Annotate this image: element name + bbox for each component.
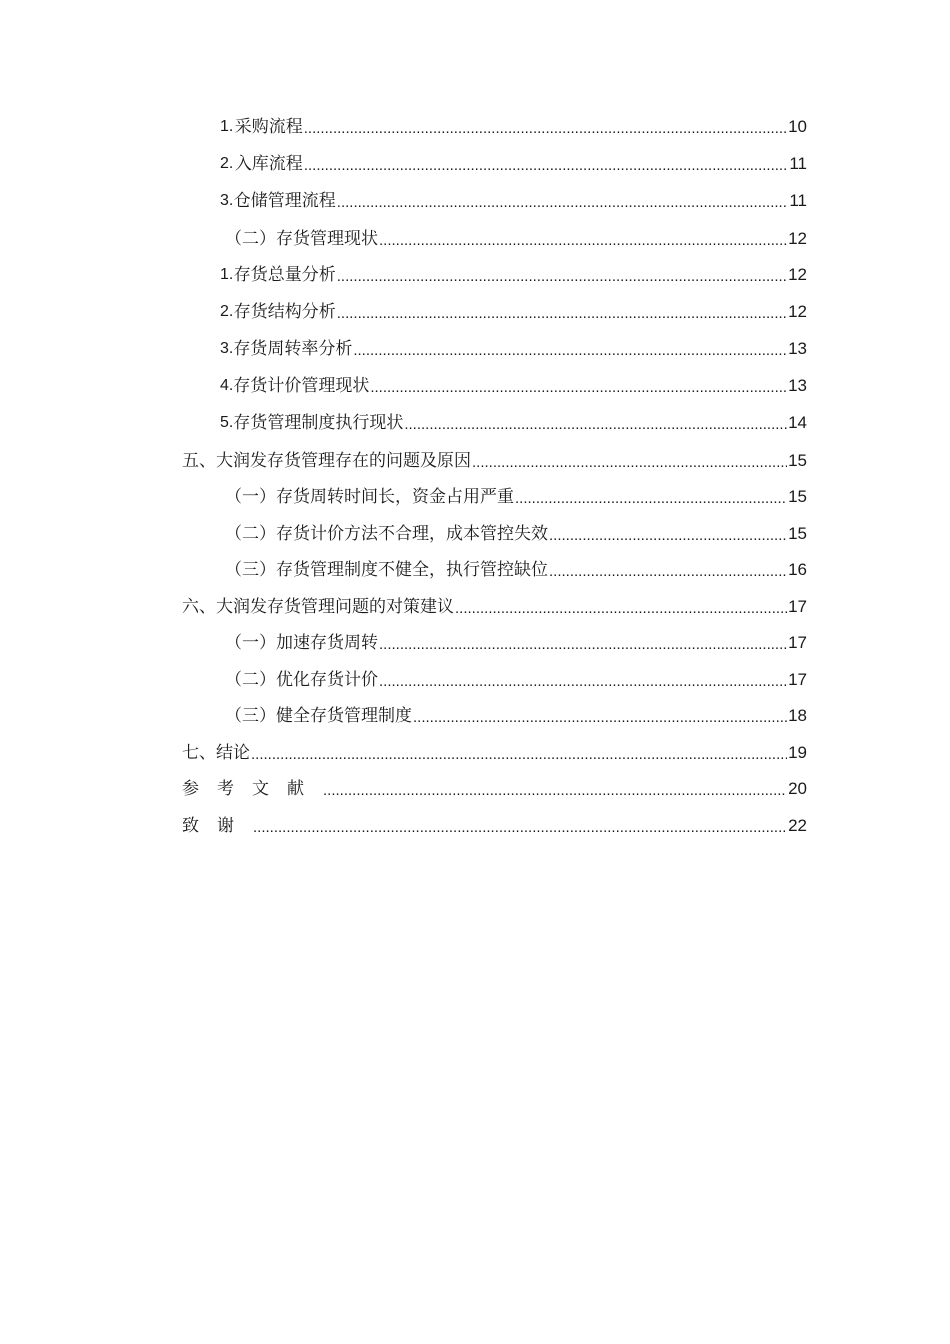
toc-entry[interactable]	[182, 448, 807, 474]
toc-entry-title: 健全存货管理制度	[276, 706, 412, 726]
toc-dot-leader	[379, 671, 787, 693]
toc-entry-number: 五、	[182, 451, 216, 471]
toc-entry[interactable]	[220, 373, 807, 399]
toc-entry[interactable]	[220, 299, 807, 325]
toc-entry[interactable]	[220, 114, 807, 140]
toc-dot-leader	[304, 118, 787, 140]
toc-entry[interactable]	[220, 336, 807, 362]
toc-entry[interactable]	[225, 667, 807, 693]
toc-entry[interactable]	[225, 630, 807, 656]
toc-dot-leader	[251, 744, 787, 766]
toc-entry-number: （二）	[225, 229, 276, 249]
toc-page-number: 15	[788, 451, 807, 470]
toc-page-number: 11	[789, 191, 807, 210]
toc-entry[interactable]	[220, 262, 807, 288]
toc-entry[interactable]	[220, 151, 807, 177]
toc-entry-title: 存货管理制度不健全，执行管控缺位	[276, 560, 548, 580]
toc-page-number: 10	[788, 117, 807, 136]
toc-dot-leader	[304, 155, 789, 177]
toc-entry-title: 存货管理制度执行现状	[233, 413, 404, 433]
toc-entry-number: （一）	[225, 487, 276, 507]
toc-entry[interactable]	[182, 776, 807, 802]
toc-page-number: 13	[788, 376, 807, 395]
toc-page-number: 11	[789, 154, 807, 173]
toc-entry[interactable]	[225, 703, 807, 729]
toc-entry-number: 5.	[220, 414, 234, 431]
toc-dot-leader	[413, 707, 787, 729]
toc-dot-leader	[253, 817, 787, 839]
toc-entry[interactable]	[182, 594, 807, 620]
toc-page-number: 12	[788, 302, 807, 321]
toc-page-number: 14	[788, 413, 807, 432]
toc-page-number: 16	[788, 560, 807, 579]
toc-entry-title: 参考文献	[182, 779, 322, 799]
toc-entry-title: 存货计价方法不合理，成本管控失效	[276, 524, 548, 544]
toc-dot-leader	[472, 452, 787, 474]
toc-dot-leader	[379, 230, 787, 252]
toc-dot-leader	[323, 780, 787, 802]
toc-entry-number: 3.	[220, 340, 234, 357]
toc-page-number: 17	[788, 597, 807, 616]
toc-entry[interactable]	[182, 813, 807, 839]
toc-entry-number: 3.	[220, 192, 234, 209]
toc-entry-number: （三）	[225, 560, 276, 580]
toc-entry-number: （一）	[225, 633, 276, 653]
toc-page-number: 18	[788, 706, 807, 725]
toc-entry[interactable]	[182, 740, 807, 766]
toc-entry-number: 六、	[182, 597, 216, 617]
toc-entry[interactable]	[225, 557, 807, 583]
toc-entry-title: 入库流程	[234, 154, 303, 174]
toc-dot-leader	[549, 525, 787, 547]
toc-page-number: 13	[788, 339, 807, 358]
toc-entry-title: 结论	[216, 743, 250, 763]
toc-page-number: 12	[788, 265, 807, 284]
toc-entry-number: 七、	[182, 743, 216, 763]
toc-entry-number: 1.	[220, 118, 234, 135]
toc-entry-title: 存货总量分析	[233, 265, 336, 285]
toc-page-number: 22	[788, 816, 807, 835]
toc-entry-title: 大润发存货管理问题的对策建议	[216, 597, 454, 617]
toc-entry-title: 采购流程	[234, 117, 303, 137]
toc-entry-number: （三）	[225, 706, 276, 726]
toc-page-number: 17	[788, 633, 807, 652]
toc-entry-number: （二）	[225, 670, 276, 690]
toc-dot-leader	[337, 303, 787, 325]
toc-page-number: 12	[788, 229, 807, 248]
toc-entry-title: 存货周转时间长，资金占用严重	[276, 487, 514, 507]
toc-page-number: 15	[788, 487, 807, 506]
toc-entry[interactable]	[220, 188, 807, 214]
toc-entry[interactable]	[225, 484, 807, 510]
toc-page-number: 19	[788, 743, 807, 762]
toc-page-number: 20	[788, 779, 807, 798]
toc-dot-leader	[337, 266, 787, 288]
toc-entry-title: 存货管理现状	[276, 229, 378, 249]
toc-entry-number: 4.	[220, 377, 234, 394]
toc-entry[interactable]	[225, 226, 807, 252]
toc-page-number: 17	[788, 670, 807, 689]
toc-dot-leader	[404, 414, 787, 436]
toc-entry-title: 仓储管理流程	[233, 191, 336, 211]
toc-entry-title: 致谢	[182, 816, 252, 836]
toc-dot-leader	[549, 561, 787, 583]
toc-entry-title: 优化存货计价	[276, 670, 378, 690]
toc-dot-leader	[353, 340, 787, 362]
toc-entry-number: 2.	[220, 155, 234, 172]
toc-dot-leader	[515, 488, 787, 510]
toc-dot-leader	[337, 192, 789, 214]
toc-entry-title: 存货周转率分析	[233, 339, 353, 359]
toc-entry-title: 加速存货周转	[276, 633, 378, 653]
toc-entry-title: 大润发存货管理存在的问题及原因	[216, 451, 471, 471]
toc-dot-leader	[379, 634, 787, 656]
toc-entry-title: 存货计价管理现状	[233, 376, 370, 396]
toc-page-number: 15	[788, 524, 807, 543]
toc-entry[interactable]	[225, 521, 807, 547]
toc-entry-number: （二）	[225, 524, 276, 544]
toc-entry-title: 存货结构分析	[233, 302, 336, 322]
toc-dot-leader	[370, 377, 787, 399]
toc-entry[interactable]	[220, 410, 807, 436]
toc-dot-leader	[455, 598, 787, 620]
toc-entry-number: 2.	[220, 303, 234, 320]
toc-entry-number: 1.	[220, 266, 234, 283]
